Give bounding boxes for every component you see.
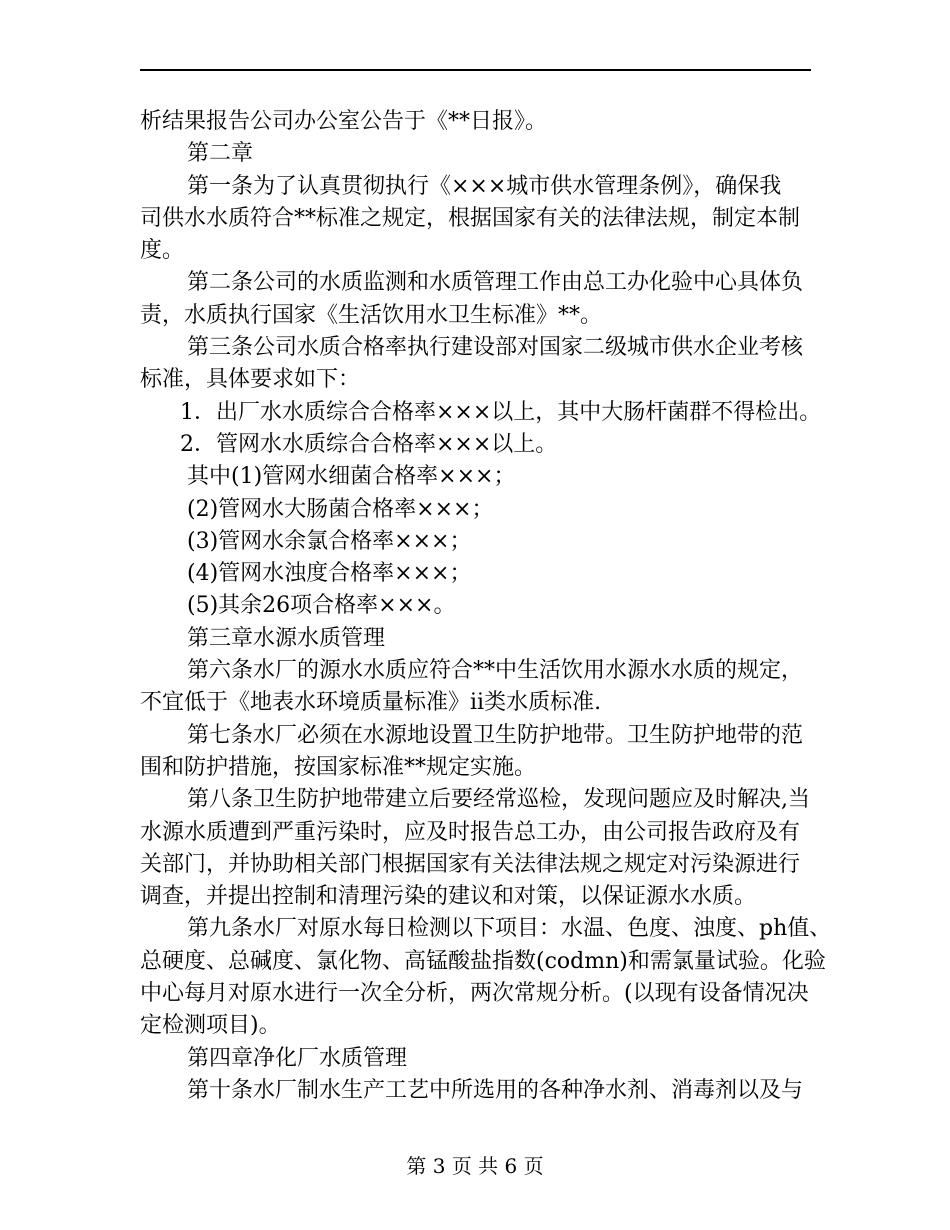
list-item: (3)管网水余氯合格率×××； [187,528,472,554]
list-item: 其中(1)管网水细菌合格率×××； [187,464,516,490]
text-line: 中心每月对原水进行一次全分析，两次常规分析。(以现有设备情况决 [140,981,809,1007]
page-number-footer: 第 3 页 共 6 页 [406,1154,544,1178]
text-line: 第七条水厂必须在水源地设置卫生防护地带。卫生防护地带的范 [187,722,804,748]
text-line: 第一条为了认真贯彻执行《×××城市供水管理条例》，确保我 [187,173,782,199]
text-line: 责，水质执行国家《生活饮用水卫生标准》**。 [140,302,603,328]
text-line: 水源水质遭到严重污染时，应及时报告总工办，由公司报告政府及有 [140,819,801,845]
text-line: 第三条公司水质合格率执行建设部对国家二级城市供水企业考核 [187,335,804,361]
text-line: 第八条卫生防护地带建立后要经常巡检，发现问题应及时解决,当 [187,787,810,813]
text-line: 关部门，并协助相关部门根据国家有关法律法规之规定对污染源进行 [140,851,801,877]
list-item: 1．出厂水水质综合合格率×××以上，其中大肠杆菌群不得检出。 [180,399,822,425]
chapter-heading: 第三章水源水质管理 [187,625,386,651]
text-line: 不宜低于《地表水环境质量标准》ii类水质标准. [140,690,602,716]
list-item: (2)管网水大肠菌合格率×××； [187,496,494,522]
list-item: (4)管网水浊度合格率×××； [187,561,472,587]
text-line: 第六条水厂的源水水质应符合**中生活饮用水源水水质的规定， [187,658,804,684]
list-item: (5)其余26项合格率×××。 [187,593,456,619]
text-line: 度。 [140,238,185,264]
text-line: 总硬度、总碱度、氯化物、高锰酸盐指数(codmn)和需氯量试验。化验 [140,948,826,974]
text-line: 司供水水质符合**标准之规定，根据国家有关的法律法规，制定本制 [140,205,801,231]
list-item: 2．管网水水质综合合格率×××以上。 [180,431,558,457]
text-line: 围和防护措施，按国家标准**规定实施。 [140,754,537,780]
text-line: 定检测项目)。 [140,1013,281,1039]
chapter-heading: 第四章净化厂水质管理 [187,1045,408,1071]
text-line: 析结果报告公司办公室公告于《**日报》。 [140,109,548,134]
text-line: 第九条水厂对原水每日检测以下项目：水温、色度、浊度、ph值、 [187,916,832,942]
chapter-heading: 第二章 [187,141,254,167]
text-line: 调查，并提出控制和清理污染的建议和对策，以保证源水水质。 [140,884,757,910]
document-body [140,106,830,1107]
header-rule [140,69,811,71]
text-line: 标准，具体要求如下： [140,367,361,393]
text-line: 第二条公司的水质监测和水质管理工作由总工办化验中心具体负 [187,270,804,296]
text-line: 第十条水厂制水生产工艺中所选用的各种净水剂、消毒剂以及与 [187,1077,804,1103]
